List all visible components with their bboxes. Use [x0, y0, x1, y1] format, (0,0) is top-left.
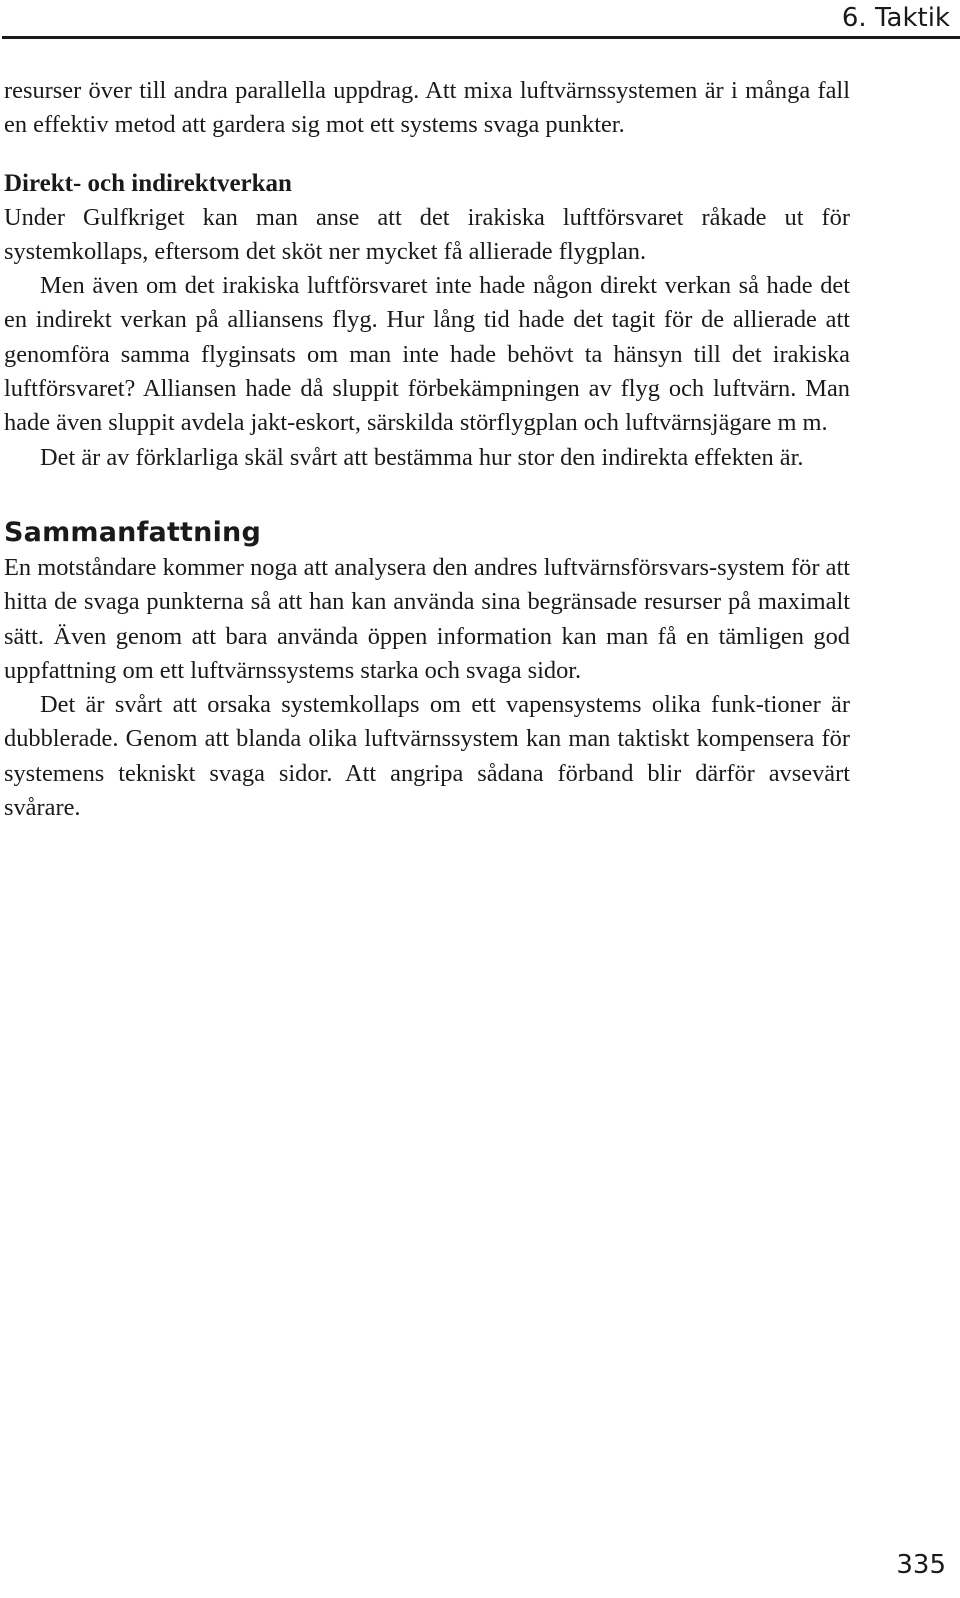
- paragraph-summary-2: Det är svårt att orsaka systemkollaps om ett vapensystems olika funk-tioner är dubblerade. Genom att blanda olika luftvärnssystem kan man taktiskt kompensera för systemens tekniskt svaga sidor. Att angripa sådana förband blir därför avsevärt svårare.: [4, 691, 850, 822]
- paragraph-summary-1: En motståndare kommer noga att analysera den andres luftvärnsförsvars-system för att hitta de svaga punkterna så att han kan använda sina begränsade resurser på maximalt sätt. Även genom att bara använda öppen information kan man få en tämligen god uppfattning om ett luftvärnssystems starka och svaga sidor.: [4, 553, 850, 684]
- paragraph-direkt-3: Det är av förklarliga skäl svårt att bestämma hur stor den indirekta effekten är.: [40, 443, 804, 471]
- intro-paragraph: resurser över till andra parallella uppdrag. Att mixa luftvärnssystemen är i många fall en effektiv metod att gardera sig mot ett systems svaga punkter.: [4, 77, 850, 139]
- heading-sammanfattning: Sammanfattning: [4, 516, 261, 548]
- heading-direkt-indirektverkan: Direkt- och indirektverkan: [4, 169, 292, 197]
- page-number: 335: [896, 1550, 946, 1580]
- running-head-chapter: 6. Taktik: [841, 3, 950, 33]
- page-body: [4, 74, 850, 825]
- header-rule: [2, 36, 960, 39]
- paragraph-direkt-1: Under Gulfkriget kan man anse att det irakiska luftförsvaret råkade ut för systemkollaps, eftersom det sköt ner mycket få allierade flygplan.: [4, 203, 850, 265]
- paragraph-direkt-2: Men även om det irakiska luftförsvaret inte hade någon direkt verkan så hade det en indirekt verkan på alliansens flyg. Hur lång tid hade det tagit för de allierade att genomföra samma flyginsats om man inte hade behövt ta hänsyn till det irakiska luftförsvaret? Alliansen hade då sluppit förbekämpningen av flyg och luftvärn. Man hade även sluppit avdela jakt-eskort, särskilda störflygplan och luftvärnsjägare m m.: [4, 272, 850, 437]
